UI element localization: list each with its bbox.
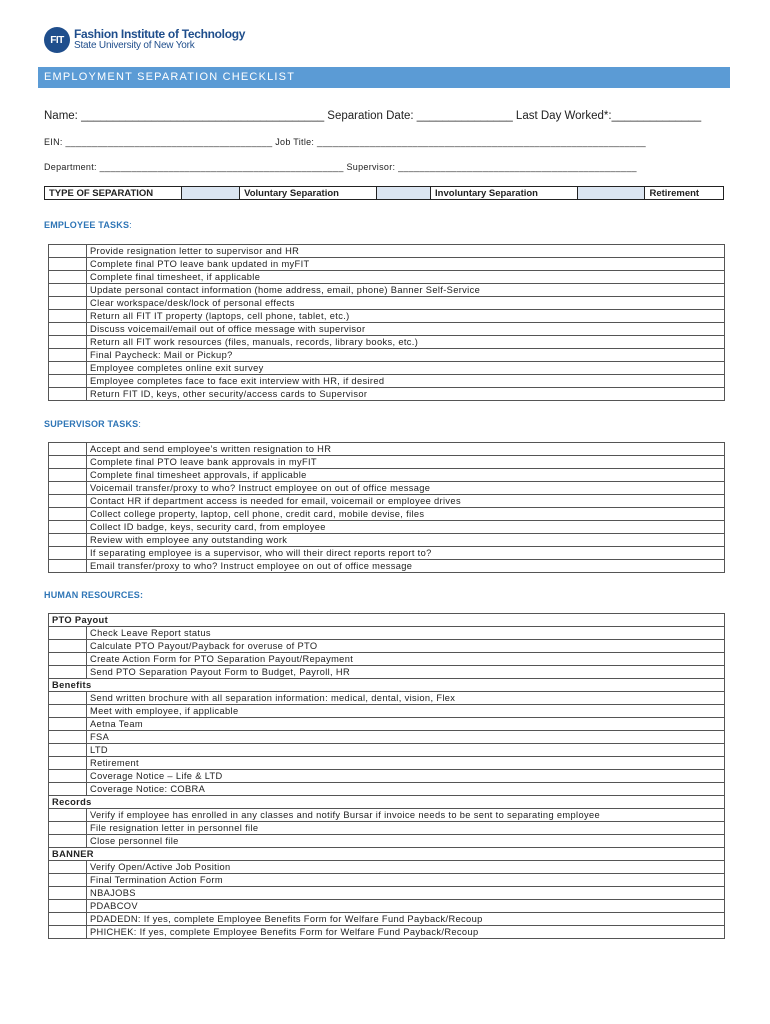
fit-logo: [44, 25, 245, 55]
supervisor-task-checkbox[interactable]: [49, 560, 87, 573]
supervisor-task-label: Contact HR if department access is needed for email, voicemail or employee drives: [87, 495, 725, 508]
employee-task-label: Final Paycheck: Mail or Pickup?: [87, 349, 725, 362]
hr-task-row: [49, 705, 725, 718]
employee-task-row: [49, 258, 725, 271]
hr-task-row: [49, 653, 725, 666]
hr-task-checkbox[interactable]: [49, 666, 87, 679]
hr-task-label: Calculate PTO Payout/Payback for overuse of PTO: [87, 640, 725, 653]
hr-category-row: [49, 614, 725, 627]
retirement-label: Retirement: [645, 187, 724, 200]
hr-task-row: [49, 640, 725, 653]
supervisor-task-checkbox[interactable]: [49, 456, 87, 469]
employee-task-checkbox[interactable]: [49, 388, 87, 401]
supervisor-task-checkbox[interactable]: [49, 443, 87, 456]
hr-task-row: [49, 783, 725, 796]
employee-task-checkbox[interactable]: [49, 297, 87, 310]
hr-task-label: Verify if employee has enrolled in any classes and notify Bursar if invoice needs to be sent to separating employee: [87, 809, 725, 822]
hr-category-row: [49, 848, 725, 861]
employee-task-checkbox[interactable]: [49, 258, 87, 271]
hr-task-row: [49, 835, 725, 848]
hr-task-checkbox[interactable]: [49, 627, 87, 640]
fit-logo-mark: FIT: [44, 27, 70, 53]
employee-task-label: Employee completes face to face exit interview with HR, if desired: [87, 375, 725, 388]
employee-task-checkbox[interactable]: [49, 336, 87, 349]
hr-task-checkbox[interactable]: [49, 913, 87, 926]
voluntary-checkbox[interactable]: [182, 187, 240, 200]
human-resources-heading: HUMAN RESOURCES:: [44, 590, 144, 600]
supervisor-task-checkbox[interactable]: [49, 521, 87, 534]
supervisor-task-row: [49, 443, 725, 456]
hr-task-checkbox[interactable]: [49, 861, 87, 874]
employee-task-row: [49, 375, 725, 388]
hr-task-label: Aetna Team: [87, 718, 725, 731]
hr-task-label: LTD: [87, 744, 725, 757]
hr-category-row: [49, 796, 725, 809]
hr-task-label: Coverage Notice: COBRA: [87, 783, 725, 796]
employee-tasks-heading: [44, 220, 132, 230]
employee-task-checkbox[interactable]: [49, 375, 87, 388]
hr-task-row: [49, 666, 725, 679]
supervisor-task-checkbox[interactable]: [49, 482, 87, 495]
hr-category-row: [49, 679, 725, 692]
employee-task-checkbox[interactable]: [49, 362, 87, 375]
employee-task-checkbox[interactable]: [49, 349, 87, 362]
supervisor-tasks-heading: [44, 419, 141, 429]
supervisor-task-checkbox[interactable]: [49, 547, 87, 560]
hr-task-label: Send written brochure with all separation information: medical, dental, vision, Flex: [87, 692, 725, 705]
hr-task-label: NBAJOBS: [87, 887, 725, 900]
employee-task-label: Employee completes online exit survey: [87, 362, 725, 375]
ein-field-row[interactable]: EIN: _______________________________________ Job Title: ______________________________________________________________: [44, 137, 646, 147]
hr-task-row: [49, 926, 725, 939]
hr-task-checkbox[interactable]: [49, 718, 87, 731]
retirement-checkbox[interactable]: [577, 187, 645, 200]
hr-task-label: Verify Open/Active Job Position: [87, 861, 725, 874]
employee-task-checkbox[interactable]: [49, 323, 87, 336]
supervisor-task-row: [49, 560, 725, 573]
employee-task-label: Return all FIT IT property (laptops, cell phone, tablet, etc.): [87, 310, 725, 323]
hr-task-label: PHICHEK: If yes, complete Employee Benefits Form for Welfare Fund Payback/Recoup: [87, 926, 725, 939]
hr-task-checkbox[interactable]: [49, 926, 87, 939]
hr-task-checkbox[interactable]: [49, 692, 87, 705]
hr-task-row: [49, 692, 725, 705]
supervisor-task-row: [49, 456, 725, 469]
hr-task-label: File resignation letter in personnel file: [87, 822, 725, 835]
hr-category-label: Benefits: [49, 679, 725, 692]
hr-task-label: Meet with employee, if applicable: [87, 705, 725, 718]
employee-task-checkbox[interactable]: [49, 245, 87, 258]
supervisor-tasks-title: SUPERVISOR TASKS: [44, 419, 139, 429]
supervisor-task-label: Complete final timesheet approvals, if applicable: [87, 469, 725, 482]
involuntary-checkbox[interactable]: [377, 187, 431, 200]
employee-task-label: Discuss voicemail/email out of office message with supervisor: [87, 323, 725, 336]
hr-task-row: [49, 900, 725, 913]
employee-task-row: [49, 388, 725, 401]
hr-task-label: FSA: [87, 731, 725, 744]
hr-task-row: [49, 627, 725, 640]
employee-task-label: Complete final timesheet, if applicable: [87, 271, 725, 284]
supervisor-tasks-table: [48, 442, 725, 573]
fit-logo-text: [74, 28, 245, 52]
employee-task-label: Return all FIT work resources (files, manuals, records, library books, etc.): [87, 336, 725, 349]
name-field-row[interactable]: Name: ______________________________________ Separation Date: _______________ Last Day Worked*:______________: [44, 110, 702, 122]
checklist-title-banner: EMPLOYMENT SEPARATION CHECKLIST: [38, 67, 730, 88]
employee-task-row: [49, 284, 725, 297]
hr-task-checkbox[interactable]: [49, 809, 87, 822]
hr-task-label: PDABCOV: [87, 900, 725, 913]
employee-task-checkbox[interactable]: [49, 271, 87, 284]
supervisor-task-checkbox[interactable]: [49, 534, 87, 547]
human-resources-table: [48, 613, 725, 939]
hr-task-checkbox[interactable]: [49, 835, 87, 848]
separation-type-label: TYPE OF SEPARATION: [45, 187, 182, 200]
supervisor-task-checkbox[interactable]: [49, 508, 87, 521]
hr-task-label: Close personnel file: [87, 835, 725, 848]
employee-task-label: Update personal contact information (home address, email, phone) Banner Self-Service: [87, 284, 725, 297]
hr-task-row: [49, 718, 725, 731]
hr-category-label: PTO Payout: [49, 614, 725, 627]
supervisor-task-label: Accept and send employee’s written resignation to HR: [87, 443, 725, 456]
employee-task-row: [49, 297, 725, 310]
hr-task-checkbox[interactable]: [49, 783, 87, 796]
supervisor-task-checkbox[interactable]: [49, 469, 87, 482]
logo-institution-name: Fashion Institute of Technology: [74, 27, 246, 41]
logo-university-name: State University of New York: [74, 40, 195, 51]
employee-task-checkbox[interactable]: [49, 284, 87, 297]
hr-task-checkbox[interactable]: [49, 822, 87, 835]
employee-task-row: [49, 349, 725, 362]
employee-task-label: Provide resignation letter to supervisor and HR: [87, 245, 725, 258]
supervisor-task-row: [49, 495, 725, 508]
supervisor-task-row: [49, 534, 725, 547]
employee-task-label: Complete final PTO leave bank updated in myFIT: [87, 258, 725, 271]
employee-task-row: [49, 323, 725, 336]
hr-task-row: [49, 874, 725, 887]
supervisor-task-row: [49, 482, 725, 495]
hr-task-row: [49, 757, 725, 770]
supervisor-task-checkbox[interactable]: [49, 495, 87, 508]
hr-task-checkbox[interactable]: [49, 705, 87, 718]
hr-task-checkbox[interactable]: [49, 770, 87, 783]
hr-task-checkbox[interactable]: [49, 744, 87, 757]
hr-task-row: [49, 887, 725, 900]
employee-task-label: Return FIT ID, keys, other security/access cards to Supervisor: [87, 388, 725, 401]
supervisor-task-label: Collect college property, laptop, cell phone, credit card, mobile devise, files: [87, 508, 725, 521]
hr-task-checkbox[interactable]: [49, 887, 87, 900]
hr-task-row: [49, 861, 725, 874]
hr-task-row: [49, 822, 725, 835]
supervisor-tasks-colon: :: [138, 419, 142, 429]
hr-task-checkbox[interactable]: [49, 653, 87, 666]
hr-task-label: Retirement: [87, 757, 725, 770]
employee-task-row: [49, 362, 725, 375]
hr-task-row: [49, 744, 725, 757]
hr-task-checkbox[interactable]: [49, 757, 87, 770]
hr-category-label: Records: [49, 796, 725, 809]
department-field-row[interactable]: Department: ______________________________________________ Supervisor: _____________________________________________: [44, 162, 637, 172]
employee-task-row: [49, 310, 725, 323]
hr-task-row: [49, 809, 725, 822]
supervisor-task-label: If separating employee is a supervisor, who will their direct reports report to?: [87, 547, 725, 560]
hr-task-label: Check Leave Report status: [87, 627, 725, 640]
employee-tasks-title: EMPLOYEE TASKS: [44, 220, 130, 230]
supervisor-task-label: Email transfer/proxy to who? Instruct employee on out of office message: [87, 560, 725, 573]
hr-category-label: BANNER: [49, 848, 725, 861]
hr-task-checkbox[interactable]: [49, 731, 87, 744]
involuntary-label: Involuntary Separation: [431, 187, 578, 200]
employee-tasks-table: [48, 244, 725, 401]
voluntary-label: Voluntary Separation: [240, 187, 377, 200]
supervisor-task-label: Review with employee any outstanding work: [87, 534, 725, 547]
hr-task-row: [49, 913, 725, 926]
hr-task-checkbox[interactable]: [49, 640, 87, 653]
supervisor-task-row: [49, 521, 725, 534]
separation-type-table: [44, 186, 724, 200]
employee-task-row: [49, 245, 725, 258]
hr-task-label: Send PTO Separation Payout Form to Budget, Payroll, HR: [87, 666, 725, 679]
supervisor-task-row: [49, 469, 725, 482]
supervisor-task-label: Voicemail transfer/proxy to who? Instruct employee on out of office message: [87, 482, 725, 495]
hr-task-row: [49, 770, 725, 783]
supervisor-task-label: Complete final PTO leave bank approvals in myFIT: [87, 456, 725, 469]
supervisor-task-row: [49, 508, 725, 521]
hr-task-checkbox[interactable]: [49, 900, 87, 913]
hr-task-label: PDADEDN: If yes, complete Employee Benefits Form for Welfare Fund Payback/Recoup: [87, 913, 725, 926]
employee-task-label: Clear workspace/desk/lock of personal effects: [87, 297, 725, 310]
employee-task-row: [49, 271, 725, 284]
hr-task-label: Create Action Form for PTO Separation Payout/Repayment: [87, 653, 725, 666]
employee-tasks-colon: :: [129, 220, 132, 230]
hr-task-row: [49, 731, 725, 744]
supervisor-task-label: Collect ID badge, keys, security card, from employee: [87, 521, 725, 534]
hr-task-label: Coverage Notice – Life & LTD: [87, 770, 725, 783]
hr-task-label: Final Termination Action Form: [87, 874, 725, 887]
supervisor-task-row: [49, 547, 725, 560]
employee-task-row: [49, 336, 725, 349]
employee-task-checkbox[interactable]: [49, 310, 87, 323]
hr-task-checkbox[interactable]: [49, 874, 87, 887]
